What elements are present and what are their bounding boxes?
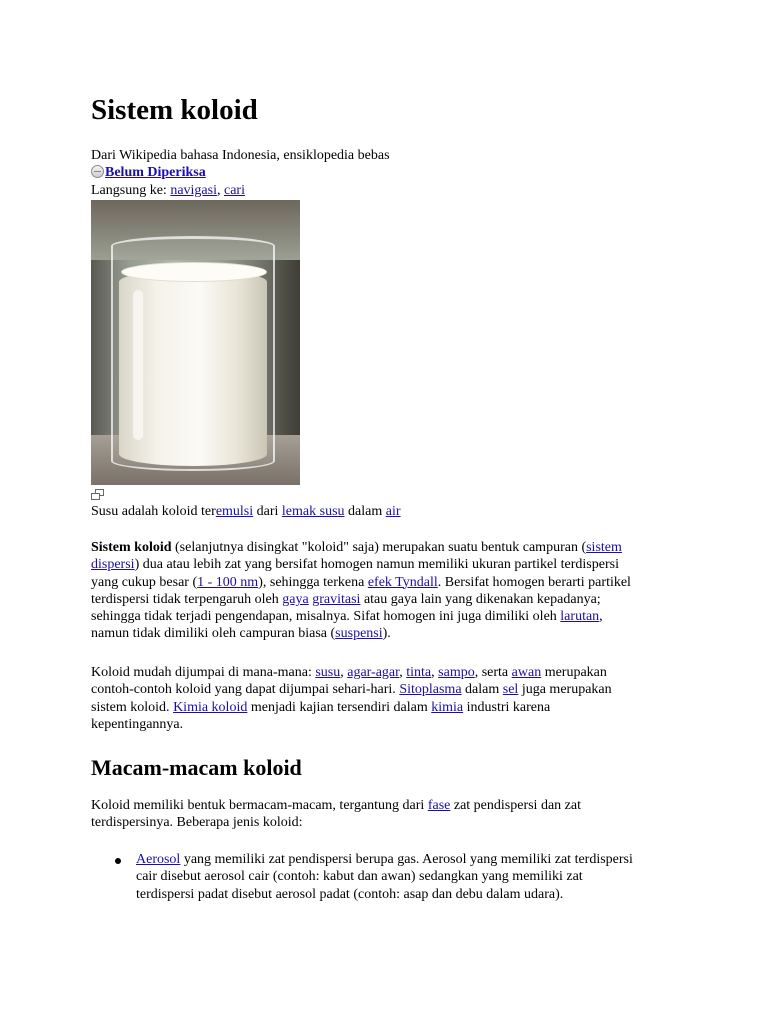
text-segment: terdispersi padat disebut aerosol padat (contoh: asap dan debu dalam udara). bbox=[136, 886, 564, 902]
caption-link-air[interactable]: air bbox=[385, 504, 401, 519]
image-caption bbox=[91, 503, 401, 520]
text-segment: kepentingannya. bbox=[91, 716, 184, 732]
text-segment: Koloid memiliki bentuk bermacam-macam, tergantung dari bbox=[91, 798, 428, 813]
article-link[interactable]: sel bbox=[502, 682, 519, 698]
article-link[interactable]: kimia bbox=[431, 699, 464, 715]
types-paragraph bbox=[91, 797, 581, 832]
text-segment: juga merupakan bbox=[518, 682, 612, 698]
intro-paragraph bbox=[91, 539, 631, 643]
text-line bbox=[91, 699, 612, 716]
article-link[interactable]: sampo bbox=[438, 665, 475, 680]
article-link[interactable]: 1 - 100 nm bbox=[197, 574, 259, 590]
milk-glass-image[interactable] bbox=[91, 200, 300, 485]
jump-navigation-link[interactable]: navigasi bbox=[170, 183, 217, 198]
text-segment: . Bersifat homogen berarti partikel bbox=[437, 574, 631, 590]
article-link[interactable]: gaya bbox=[282, 591, 309, 607]
text-segment: ) dua atau lebih zat yang bersifat homogen namun memiliki ukuran partikel terdispersi bbox=[134, 557, 619, 573]
text-segment: Koloid mudah dijumpai di mana-mana: bbox=[91, 665, 316, 680]
page-title: Sistem koloid bbox=[91, 94, 258, 126]
text-segment: , bbox=[399, 665, 407, 680]
text-segment: , serta bbox=[474, 665, 512, 680]
review-status-icon bbox=[91, 165, 104, 178]
article-link[interactable]: Aerosol bbox=[136, 852, 181, 867]
review-flag-link[interactable]: Belum Diperiksa bbox=[105, 165, 206, 180]
article-link[interactable]: Sitoplasma bbox=[399, 682, 462, 698]
text-line bbox=[91, 797, 581, 814]
article-link[interactable]: gravitasi bbox=[312, 591, 361, 607]
examples-paragraph bbox=[91, 664, 612, 733]
text-segment: menjadi kajian tersendiri dalam bbox=[247, 699, 432, 715]
text-line bbox=[91, 556, 631, 573]
jump-separator: , bbox=[216, 183, 224, 198]
article-link[interactable]: efek Tyndall bbox=[367, 574, 438, 590]
text-line bbox=[91, 681, 612, 698]
caption-link-lemak-susu[interactable]: lemak susu bbox=[281, 504, 345, 519]
article-link[interactable]: Kimia koloid bbox=[173, 699, 248, 715]
article-link[interactable]: larutan bbox=[560, 609, 600, 625]
text-line bbox=[91, 716, 612, 733]
text-line bbox=[136, 851, 633, 868]
text-segment: atau gaya lain yang dikenakan kepadanya; bbox=[360, 591, 601, 607]
section-heading: Macam-macam koloid bbox=[91, 755, 302, 780]
text-segment: cair disebut aerosol cair (contoh: kabut dan awan) sedangkan yang memiliki zat bbox=[136, 869, 583, 885]
article-link[interactable]: sistem bbox=[586, 540, 622, 555]
text-segment: (selanjutnya disingkat "koloid" saja) merupakan suatu bentuk campuran ( bbox=[171, 540, 587, 555]
article-link[interactable]: suspensi bbox=[335, 626, 383, 642]
text-segment: ). bbox=[382, 626, 391, 642]
text-segment: , bbox=[340, 665, 348, 680]
text-segment: yang cukup besar ( bbox=[91, 574, 198, 590]
caption-text: dalam bbox=[344, 504, 386, 519]
text-line bbox=[136, 868, 633, 885]
bold-term: Sistem koloid bbox=[91, 540, 172, 555]
enlarge-icon[interactable] bbox=[91, 489, 105, 501]
text-segment: namun tidak dimiliki oleh campuran biasa ( bbox=[91, 626, 336, 642]
article-link[interactable]: agar-agar bbox=[347, 665, 400, 680]
text-line bbox=[91, 591, 631, 608]
from-line: Dari Wikipedia bahasa Indonesia, ensiklopedia bebas bbox=[91, 148, 390, 163]
text-line bbox=[91, 625, 631, 642]
text-line bbox=[91, 814, 581, 831]
article-link[interactable]: awan bbox=[511, 665, 542, 680]
bullet-icon bbox=[115, 858, 121, 864]
jump-to bbox=[91, 182, 245, 199]
text-line bbox=[91, 664, 612, 681]
text-segment: sehingga tidak terjadi pengendapan, misalnya. Sifat homogen ini juga dimiliki oleh bbox=[91, 609, 561, 625]
text-segment: dalam bbox=[461, 682, 503, 698]
article-link[interactable]: dispersi bbox=[91, 557, 135, 573]
jump-search-link[interactable]: cari bbox=[223, 183, 245, 198]
text-segment: yang memiliki zat pendispersi berupa gas. Aerosol yang memiliki zat terdispersi bbox=[180, 852, 633, 867]
text-segment: , bbox=[431, 665, 439, 680]
text-segment: ), sehingga terkena bbox=[258, 574, 368, 590]
caption-link-emulsi[interactable]: emulsi bbox=[215, 504, 254, 519]
text-segment: merupakan bbox=[541, 665, 607, 680]
text-segment: contoh-contoh koloid yang dapat dijumpai sehari-hari. bbox=[91, 682, 400, 698]
text-segment: , bbox=[599, 609, 603, 625]
text-line bbox=[91, 539, 631, 556]
text-line bbox=[91, 574, 631, 591]
review-flag[interactable] bbox=[91, 164, 206, 181]
caption-text: Susu adalah koloid ter bbox=[91, 504, 216, 519]
text-segment: terdispersinya. Beberapa jenis koloid: bbox=[91, 815, 303, 831]
text-line bbox=[91, 608, 631, 625]
text-line bbox=[136, 886, 633, 903]
text-segment: sistem koloid. bbox=[91, 699, 174, 715]
text-segment: industri karena bbox=[463, 699, 551, 715]
article-link[interactable]: susu bbox=[315, 665, 341, 680]
list-item-text bbox=[136, 851, 633, 903]
text-segment: terdispersi tidak terpengaruh oleh bbox=[91, 591, 283, 607]
caption-text: dari bbox=[253, 504, 282, 519]
text-segment: zat pendispersi dan zat bbox=[450, 798, 581, 813]
glass-shine bbox=[133, 290, 143, 440]
jump-prefix: Langsung ke: bbox=[91, 183, 171, 198]
milk-surface bbox=[121, 262, 267, 282]
article-link[interactable]: fase bbox=[427, 798, 451, 813]
article-link[interactable]: tinta bbox=[406, 665, 432, 680]
